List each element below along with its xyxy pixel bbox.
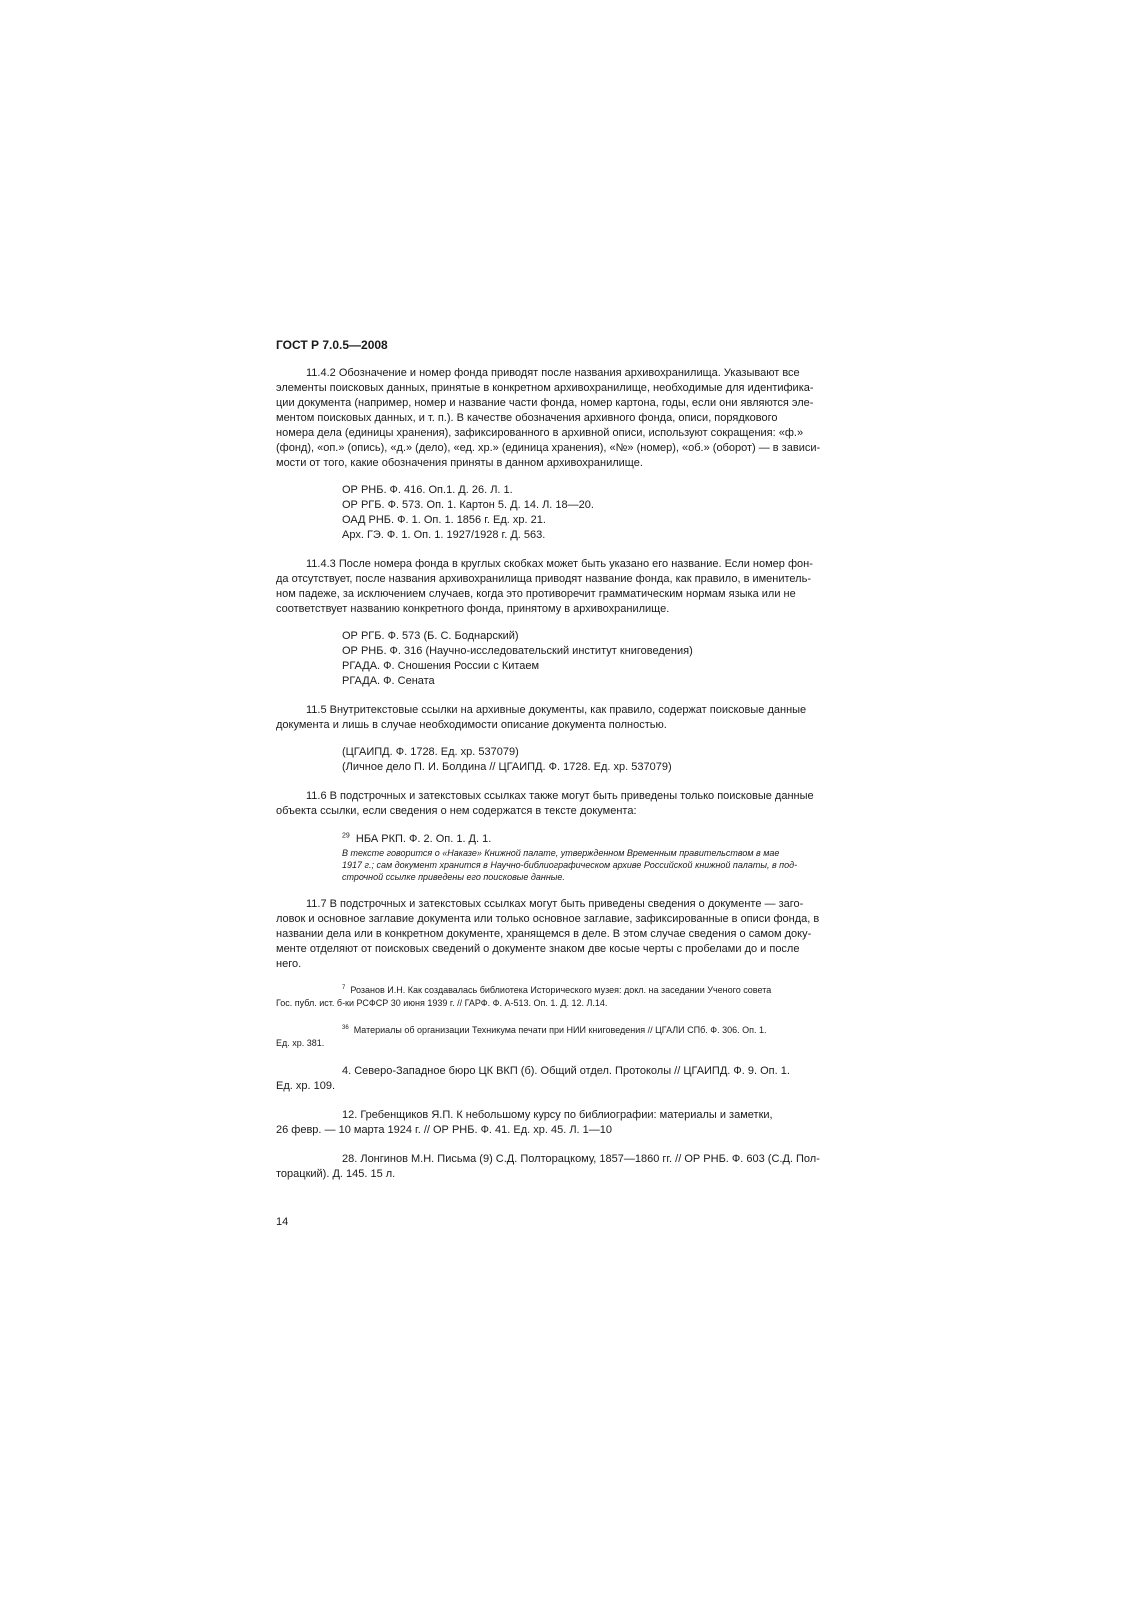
example-line: ОАД РНБ. Ф. 1. Оп. 1. 1856 г. Ед. хр. 21. [342,514,546,526]
footnote-mark: 36 [342,1025,349,1031]
footnote-mark: 29 [342,832,350,840]
example-line: РГАДА. Ф. Сношения России с Китаем [342,660,540,672]
examples-11-4-2 [342,483,876,543]
example-line: ОР РНБ. Ф. 416. Оп.1. Д. 26. Л. 1. [342,484,513,496]
page-number: 14 [276,1216,289,1228]
footnote-text: Материалы об организации Техникума печати при НИИ книговедения // ЦГАЛИ СПб. Ф. 306. Оп. 1. Ед. хр. 381. [276,1025,767,1048]
footnote-mark: 7 [342,985,346,991]
example-line: РГАДА. Ф. Сената [342,675,435,687]
reference-28: 28. Лонгинов М.Н. Письма (9) С.Д. Полторацкому, 1857—1860 гг. // ОР РНБ. Ф. 603 (С.Д. Пол- торацкий). Д. 145. 15 л. [276,1153,820,1180]
footnote-italic-note: В тексте говорится о «Наказе» Книжной палате, утвержденном Временным правительством в мае 1917 г.; сам документ хранится в Научно-библиографическом архиве Российской книжной палаты, в под- строчной ссылке приведены его поисковые данные. [342,848,798,882]
reference-12: 12. Гребенщиков Я.П. К небольшому курсу по библиографии: материалы и заметки, 26 февр. — 10 марта 1924 г. // ОР РНБ. Ф. 41. Ед. хр. 45. Л. 1—10 [276,1109,773,1136]
example-line: ОР РНБ. Ф. 316 (Научно-исследовательский институт книговедения) [342,645,693,657]
paragraph-11-4-2: 11.4.2 Обозначение и номер фонда приводят после названия архивохранилища. Указывают все элементы поисковых данных, принятые в конкретном архивохранилище, необходимые для идентифика- ции документа (например, номер и название части фонда, номер картона, годы, если они являются эле- ментом поисковых данных, и т. п.). В качестве обозначения архивного фонда, описи, порядкового номера дела (единицы хранения), зафиксированного в архивной описи, используют сокращения: «ф.» (фонд), «оп.» (опись), «д.» (дело), «ед. хр.» (единица хранения), «№» (номер), «об.» (оборот) — в зависи- мости от того, какие обозначения приняты в данном архивохранилище. [276,367,821,469]
example-line: Арх. ГЭ. Ф. 1. Оп. 1. 1927/1928 г. Д. 563. [342,529,546,541]
paragraph-11-5: 11.5 Внутритекстовые ссылки на архивные документы, как правило, содержат поисковые данные документа и лишь в случае необходимости описание документа полностью. [276,704,807,731]
footnote-example-11-6 [342,831,876,883]
example-line: ОР РГБ. Ф. 573. Оп. 1. Картон 5. Д. 14. Л. 18—20. [342,499,594,511]
footnote-text: Розанов И.Н. Как создавалась библиотека Исторического музея: докл. на заседании Ученого совета Гос. публ. ист. б-ки РСФСР 30 июня 1939 г. // ГАРФ. Ф. А-513. Оп. 1. Д. 12. Л.14. [276,985,772,1008]
document-header: ГОСТ Р 7.0.5—2008 [276,338,388,352]
footnote-7 [276,984,876,1010]
example-line: (ЦГАИПД. Ф. 1728. Ед. хр. 537079) [342,746,519,758]
paragraph-11-6: 11.6 В подстрочных и затекстовых ссылках также могут быть приведены только поисковые данные объекта ссылки, если сведения о нем содержатся в тексте документа: [276,790,814,817]
examples-11-5 [342,745,876,775]
paragraph-11-7: 11.7 В подстрочных и затекстовых ссылках могут быть приведены сведения о документе — заго- ловок и основное заглавие документа или только основное заглавие, зафиксированные в описи фонда, в названии дела или в конкретном документе, хранящемся в деле. В этом случае сведения о самом доку- менте отделяют от поисковых сведений о документе знаком две косые черты с пробелами до и после него. [276,898,820,970]
reference-4: 4. Северо-Западное бюро ЦК ВКП (б). Общий отдел. Протоколы // ЦГАИПД. Ф. 9. Оп. 1. Ед. хр. 109. [276,1065,790,1092]
examples-11-4-3 [342,629,876,689]
footnote-line [342,831,876,847]
example-line: (Личное дело П. И. Болдина // ЦГАИПД. Ф. 1728. Ед. хр. 537079) [342,761,672,773]
footnote-36 [276,1024,876,1050]
document-page [276,338,876,1196]
paragraph-11-4-3: 11.4.3 После номера фонда в круглых скобках может быть указано его название. Если номер фон- да отсутствует, после названия архивохранилища приводят название фонда, как правило, в именитель- ном падеже, за исключением случаев, когда это противоречит грамматическим нормам языка или не соответствует названию конкретного фонда, принятому в архивохранилище. [276,558,813,615]
footnote-text: НБА РКП. Ф. 2. Оп. 1. Д. 1. [355,833,492,845]
example-line: ОР РГБ. Ф. 573 (Б. С. Боднарский) [342,630,519,642]
